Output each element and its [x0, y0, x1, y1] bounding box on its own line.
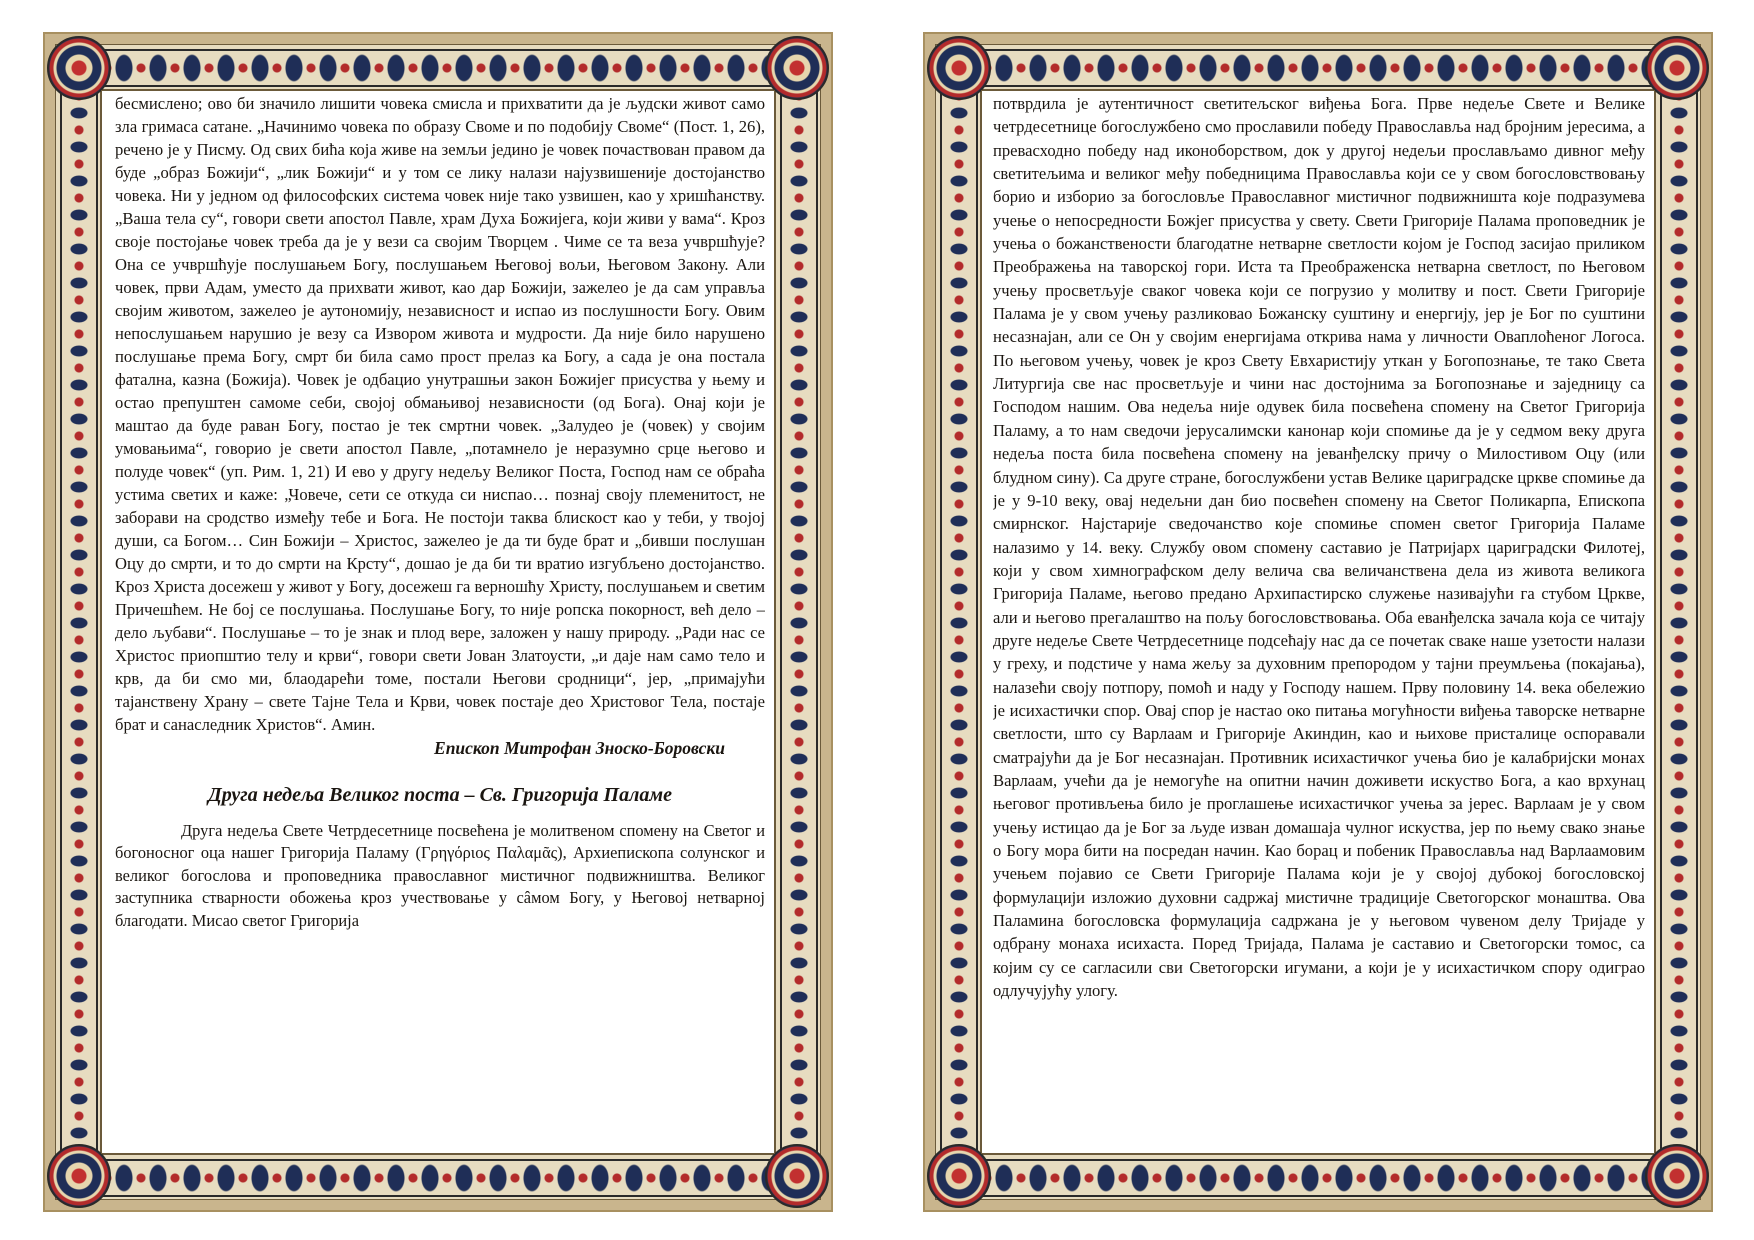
border-bottom-icon [55, 1154, 821, 1200]
border-top-icon [935, 44, 1701, 90]
article-paragraph: Друга недеља Свете Четрдесетнице посвећена је молитвеном спомену на Светог и богоносног оца нашег Григорија Паламу (Γρηγόριος Παλαμᾶς), Архиепископа солунског и великог богослова и проповедника православног мистичног подвижништва. Великог заступника стварности обожења кроз учествовање у сâмом Богу, у Његовој нетварној благодати. Мисао светог Григорија [115, 821, 765, 930]
author-signature: Епископ Митрофан Зноско-Боровски [434, 738, 725, 758]
border-left-icon [935, 44, 981, 1200]
right-page [923, 32, 1713, 1212]
right-page-content [993, 92, 1645, 1152]
border-top-icon [55, 44, 821, 90]
article-heading: Друга недеља Великог поста – Св. Григорија Паламе [208, 784, 672, 806]
article-continuation-paragraph: потврдила је аутентичност светитељског виђења Бога. Прве недеље Свете и Велике четрдесетнице богослужбено смо прославили победу Православља над бројним јересима, а превасходно победу над иконоборством, док у другој недељи прослављамо дивног међу светитељима и великог међу победницима Православља који се у свом богословствовању борио и изборио за богословље Православног мистичног подвижништа које подразумева учење о непосредности Божјег присуства у свету. Свети Григорије Палама проповедник је учења о божанствености благодатне нетварне светлости којом је Господ засијао приликом Преображења на таворској гори. Иста та Преображенска нетварна светлост, по Његовом учењу просветљује сваког човека који се погрузио у молитву и пост. Свети Григорије Палама је у свом учењу разликовао Божанску суштину и енергију, јер је Бог по суштини несазнајан, али се Он у својим енергијама открива нама у личности Оваплоћеног Логоса. По његовом учењу, човек је кроз Свету Евхаристију уткан у Богопознање, те тако Света Литургија све нас просветљује и чини нас достојнима за Богопознање и заједницу са Господом нашим. Ова недеља није одувек била посвећена спомену на Светог Григорија Паламу, а то нам сведочи јерусалимски канонар који спомиње да је у седмом веку друга недеља поста била посвећена спомену на јеванђелску причу о Милостивом Оцу (или блудном сину). Са друге стране, богослужбени устав Велике цариградске цркве спомиње да је у 9-10 веку, овај недељни дан био посвећен спомену на Светог Поликарпа, Епископа смирнског. Најстарије сведочанство које спомиње спомен светог Григорија Паламе налазимо у 14. веку. Службу овом спомену саставио је Патријарх цариградски Филотеј, који у свом химнографском делу велича сва величанствена дела из живота великога Григорија Паламе, његово предано Архипастирско служење називајући га стубом Цркве, али и његово прегалаштво на пољу богословствовања. Оба еванђелска зачала која се читају друге недеље Свете Четрдесетнице подсећају нас да се почетак сваке наше узетости налази у греху, и подстиче у нама жељу за духовним препородом у тајни преумљења (покајања), налазећи своју потпору, помоћ и наду у Господу нашем. Прву половину 14. века обележио је исихастички спор. Овај спор је настао око питања могућности виђења таворске нетварне светлости, што су Варлаам и Григорије Акиндин, као и њихове присталице оспоравали сматрајући да је Бог несазнајан. Противник исихастичког учења био је калабријски монах Варлаам, учећи да је немогуће на опитни начин доживети искуство Бога, а као врхунац његовог противљења било је проглашење исихастичког учења за јерес. Варлаам је у свом учењу истицао да је Бог за људе изван домашаја чулног искуства, јер по њему свако знање о Богу мора бити на посредан начин. Као борац и побеник Православља над Варлаамовим учењем појавио се Свети Григорије Палама који је у својој дубокој богословској формулацији изложио духовни садржај мистичне традиције Светогорског монаштва. Ова Паламина богословска формулација садржана је у његовом чувеном делу Тријаде у одбрану монаха исихаста. Поред Тријада, Палама је саставио и Светогорски томос, са којим су се сагласили сви Светогорски игумани, а који је у исихастичком спору одиграо одлучујућу улогу. [993, 94, 1645, 1001]
border-left-icon [55, 44, 101, 1200]
border-right-icon [775, 44, 821, 1200]
sermon-paragraph: бесмислено; ово би значило лишити човека смисла и прихватити да је људски живот само зла гримаса сатане. „Начинимо човека по образу Своме и по подобију Своме“ (Пост. 1, 26), речено је у Писму. Од свих бића која живе на земљи једино је човек почаствован правом да буде „образ Божији“, „лик Божији“ и у том се лику налази најузвишеније достојанство човека. Ни у једном од философских система човек није тако узвишен, као у хришћанству. „Ваша тела су“, говори свети апостол Павле, храм Духа Божијега, који живи у вама“. Кроз своје постојање човек треба да је у вези са својим Творцем . Чиме се та веза учвршћује? Она се учвршћује послушањем Богу, послушањем Његовој вољи, Његовом Закону. Али човек, први Адам, уместо да прихвати живот, као дар Божији, зажелео је да сам управља својим животом, зажелео је аутономију, независност и испао из послушности Богу. Овим непослушањем нарушио је везу са Извором живота и мудрости. Да није било нарушено послушање према Богу, смрт би била само прост прелаз ка Богу, а сада је она постала фатална, казна (Божија). Човек је одбацио унутрашњи закон Божијег присуства у њему и остао препуштен самоме себи, својој обмањивој независности (од Бога). Онај који је маштао да буде раван Богу, постао је тек смртни човек. „Залудео је (човек) у својим умовањима“, говорио је свети апостол Павле, „потамнело је неразумно срце његово и полуде човек“ (уп. Рим. 1, 21) И ево у другу недељу Великог Поста, Господ нам се обраћа устима светих и каже: „Човече, сети се откуда си ниспао… познај своју племенитост, не заборави на сродство између тебе и Бога. Не постоји таква блискост као у теби, у твојој души, са Богом… Син Божији – Христос, зажелео је да ти буде брат и „бивши послушан Оцу до смрти, и то до смрти на Крсту“, дошао је да би ти вратио изгубљено достојанство. Кроз Христа досежеш у живот у Богу, досежеш га верношћу Христу, послушањем и светим Причешћем. Не бој се послушања. Послушање Богу, то није ропска покорност, већ дело – дело љубави“. Послушање – то је знак и плод вере, заложен у нашу природу. „Ради нас се Христос приопштио телу и крви“, говори свети Јован Златоусти, „и даје нам само тело и крв, да би смо ми, блаодарећи томе, постали Његови сродници“, јер, „примајући тајанствену Храну – свете Тајне Тела и Крви, човек постаје део Христовог Тела, постаје брат и санаследник Христов“. Амин. [115, 94, 765, 734]
left-page [43, 32, 833, 1212]
border-bottom-icon [935, 1154, 1701, 1200]
left-page-content [115, 92, 765, 1152]
border-right-icon [1655, 44, 1701, 1200]
